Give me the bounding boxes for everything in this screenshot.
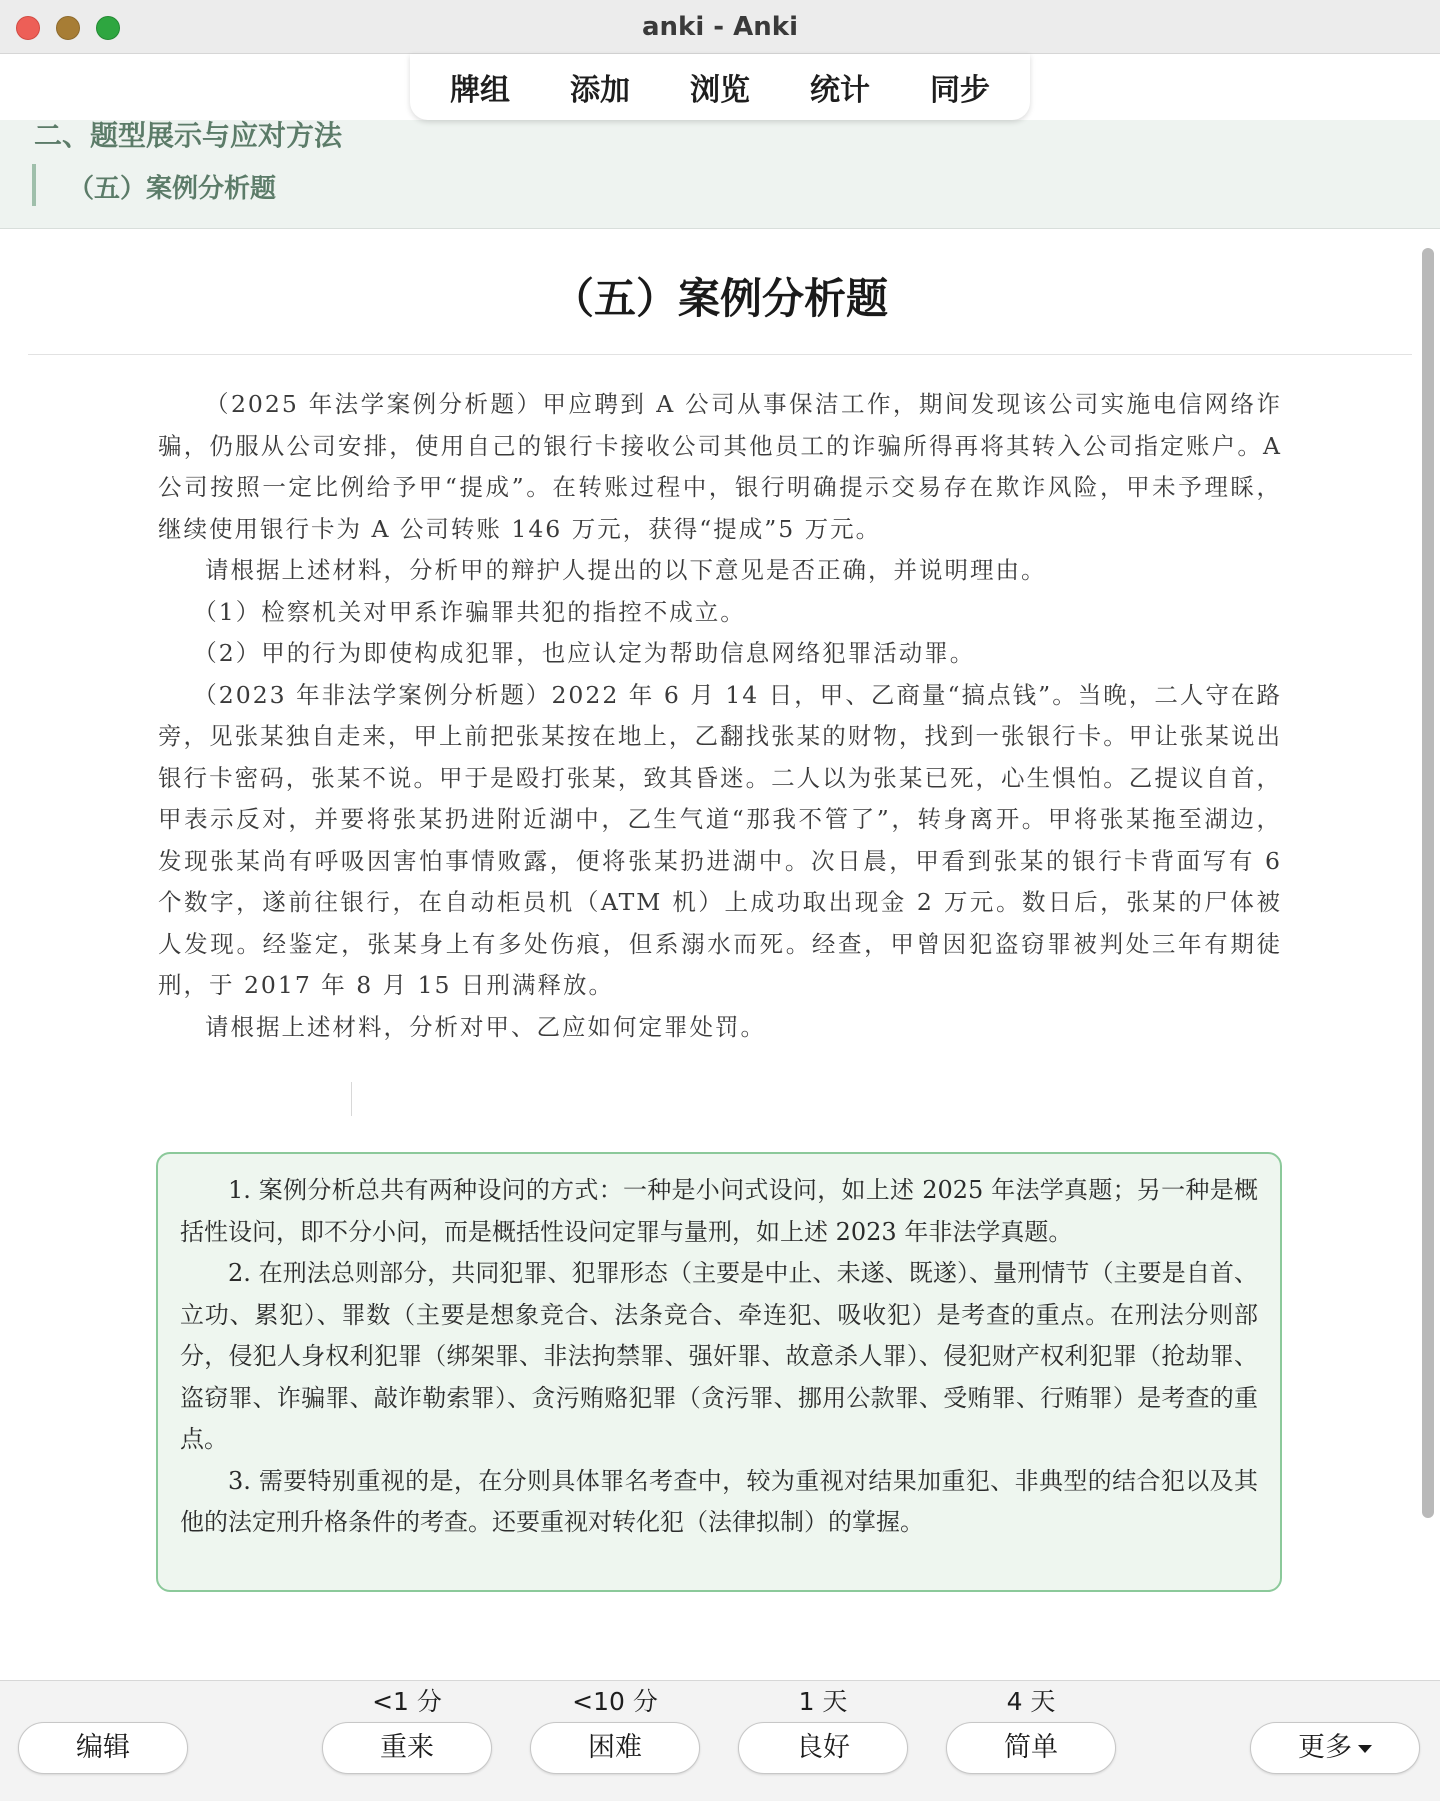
good-button[interactable]: 良好 <box>738 1722 908 1774</box>
window-title: anki - Anki <box>642 12 798 42</box>
toolbar-stats[interactable]: 统计 <box>810 73 870 108</box>
toolbar-browse[interactable]: 浏览 <box>690 73 750 108</box>
toolbar-add[interactable]: 添加 <box>570 73 630 108</box>
good-interval: 1 天 <box>798 1687 848 1716</box>
case-2023-prompt: 请根据上述材料，分析对甲、乙应如何定罪处罚。 <box>205 1012 766 1041</box>
card-question-text <box>158 384 1282 1048</box>
again-button[interactable]: 重来 <box>322 1722 492 1774</box>
case-2025-opinion-1: （1）检察机关对甲系诈骗罪共犯的指控不成立。 <box>193 597 746 626</box>
tip-item: 2. 在刑法总则部分，共同犯罪、犯罪形态（主要是中止、未遂、既遂）、量刑情节（主要是自首、立功、累犯）、罪数（主要是想象竞合、法条竞合、牵连犯、吸收犯）是考查的重点。在刑法分则部分，侵犯人身权利犯罪（绑架罪、非法拘禁罪、强奸罪、故意杀人罪）、侵犯财产权利犯罪（抢劫罪、盗窃罪、诈骗罪、敲诈勒索罪）、贪污贿赂犯罪（贪污罪、挪用公款罪、受贿罪、行贿罪）是考查的重点。 <box>180 1259 1258 1453</box>
main-toolbar <box>410 54 1030 120</box>
window-titlebar <box>0 0 1440 54</box>
caret-down-icon <box>1358 1745 1372 1753</box>
heading-divider <box>28 354 1412 355</box>
again-interval: <1 分 <box>372 1687 442 1716</box>
section-breadcrumb <box>0 120 1440 229</box>
section-parent-title: 二、题型展示与应对方法 <box>34 120 343 152</box>
easy-button[interactable]: 简单 <box>946 1722 1116 1774</box>
more-button[interactable] <box>1250 1722 1420 1774</box>
toolbar-sync[interactable]: 同步 <box>930 73 990 108</box>
card-heading: （五）案例分析题 <box>551 274 888 323</box>
tip-item: 3. 需要特别重视的是，在分则具体罪名考查中，较为重视对结果加重犯、非典型的结合犯以及其他的法定刑升格条件的考查。还要重视对转化犯（法律拟制）的掌握。 <box>180 1466 1258 1536</box>
case-2025-opinion-2: （2）甲的行为即使构成犯罪，也应认定为帮助信息网络犯罪活动罪。 <box>193 639 976 667</box>
tip-item: 1. 案例分析总共有两种设问的方式：一种是小问式设问，如上述 2025 年法学真题；另一种是概括性设问，即不分小问，而是概括性设问定罪与量刑，如上述 2023 年非法学真题。 <box>180 1176 1258 1246</box>
hard-button[interactable]: 困难 <box>530 1722 700 1774</box>
answer-bar <box>0 1680 1440 1801</box>
hard-interval: <10 分 <box>572 1687 658 1716</box>
easy-interval: 4 天 <box>1006 1687 1056 1716</box>
tip-box <box>156 1152 1282 1592</box>
case-2025-prompt: 请根据上述材料，分析甲的辩护人提出的以下意见是否正确，并说明理由。 <box>205 556 1047 584</box>
toolbar-decks[interactable]: 牌组 <box>450 73 510 108</box>
section-child-title: （五）案例分析题 <box>68 174 277 204</box>
edit-button[interactable]: 编辑 <box>18 1722 188 1774</box>
vertical-scrollbar[interactable] <box>1422 248 1434 1518</box>
section-indent-bar <box>32 164 36 206</box>
text-cursor <box>351 1082 352 1116</box>
more-button-label: 更多 <box>1298 1732 1352 1763</box>
case-2023-paragraph: （2023 年非法学案例分析题）2022 年 6 月 14 日，甲、乙商量“搞点钱”。当晚，二人守在路旁，见张某独自走来，甲上前把张某按在地上，乙翻找张某的财物，找到一张银行卡。甲让张某说出银行卡密码，张某不说。甲于是殴打张某，致其昏迷。二人以为张某已死，心生惧怕。乙提议自首，甲表示反对，并要将张某扔进附近湖中，乙生气道“那我不管了”，转身离开。甲将张某拖至湖边，发现张某尚有呼吸因害怕事情败露，便将张某扔进湖中。次日晨，甲看到张某的银行卡背面写有 6 个数字，遂前往银行，在自动柜员机（ATM 机）上成功取出现金 2 万元。数日后，张某的尸体被人发现。经鉴定，张某身上有多处伤痕，但系溺水而死。经查，甲曾因犯盗窃罪被判处三年有期徒刑，于 2017 年 8 月 15 日刑满释放。 <box>158 680 1282 999</box>
case-2025-paragraph: （2025 年法学案例分析题）甲应聘到 A 公司从事保洁工作，期间发现该公司实施电信网络诈骗，仍服从公司安排，使用自己的银行卡接收公司其他员工的诈骗所得再将其转入公司指定账户。A 公司按照一定比例给予甲“提成”。在转账过程中，银行明确提示交易存在欺诈风险，甲未予理睬，继续使用银行卡为 A 公司转账 146 万元，获得“提成”5 万元。 <box>158 390 1282 543</box>
